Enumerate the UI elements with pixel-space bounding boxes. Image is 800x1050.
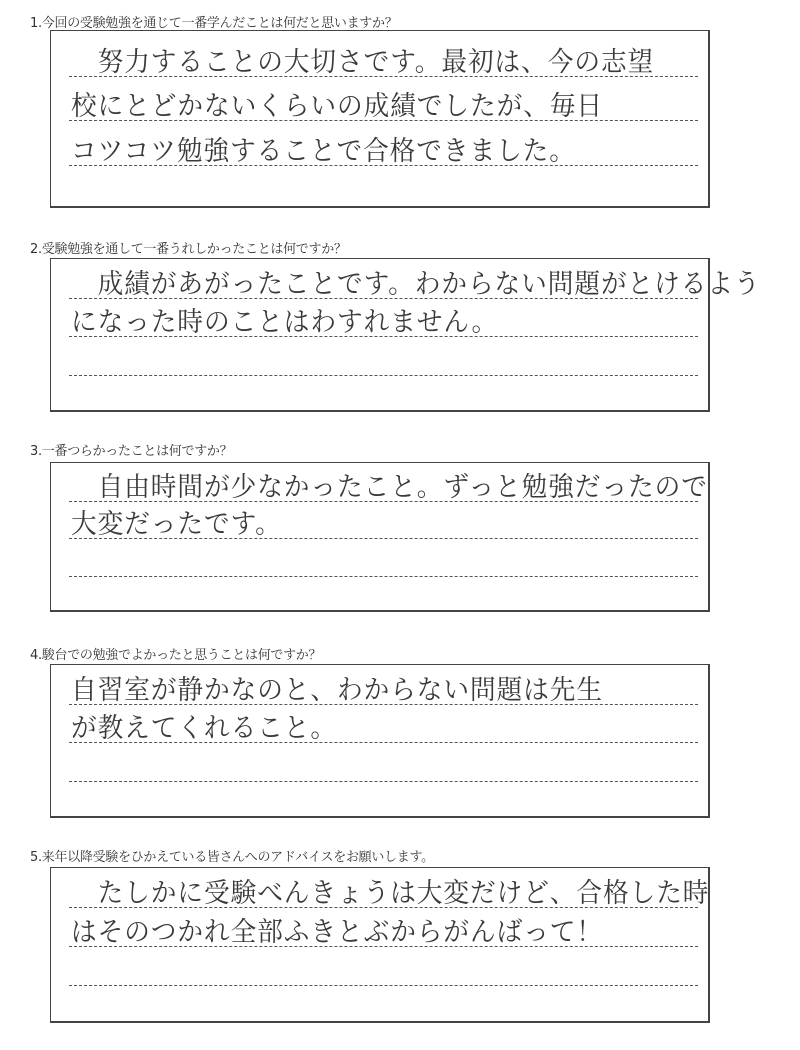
handwritten-answer-line: コツコツ勉強することで合格できました。 — [71, 136, 576, 167]
answer-box-2 — [50, 258, 761, 412]
handwritten-answer-line: たしかに受験べんきょうは大変だけど、合格した時 — [71, 878, 710, 909]
answer-guide-line — [69, 375, 698, 376]
answer-box-3 — [50, 462, 710, 612]
handwritten-answer-line: 大変だったです。 — [71, 509, 282, 540]
question-4-label: 4.駿台での勉強でよかったと思うことは何ですか？ — [30, 648, 322, 663]
answer-guide-line — [69, 576, 698, 577]
handwritten-answer-line: 努力することの大切さです。最初は、今の志望 — [71, 47, 655, 78]
question-2-label: 2.受験勉強を通して一番うれしかったことは何ですか？ — [30, 242, 347, 257]
handwritten-answer-line: 自由時間が少なかったこと。ずっと勉強だったので — [71, 472, 708, 503]
answer-box-1 — [50, 30, 710, 208]
answer-guide-line — [69, 781, 698, 782]
handwritten-answer-line: 成績があがったことです。わからない問題がとけるよう — [71, 269, 761, 300]
answer-guide-line — [69, 985, 698, 986]
question-5-label: 5.来年以降受験をひかえている皆さんへのアドバイスをお願いします。 — [30, 850, 434, 865]
answer-box-5 — [50, 867, 710, 1023]
handwritten-answer-line: が教えてくれること。 — [71, 713, 337, 744]
handwritten-answer-line: 自習室が静かなのと、わからない問題は先生 — [71, 675, 603, 706]
answer-box-4 — [50, 664, 710, 818]
handwritten-answer-line: はそのつかれ全部ふきとぶからがんばって！ — [71, 917, 603, 948]
handwritten-answer-line: になった時のことはわすれません。 — [71, 307, 499, 338]
question-3-label: 3.一番つらかったことは何ですか？ — [30, 444, 233, 459]
question-1-label: 1.今回の受験勉強を通じて一番学んだことは何だと思いますか？ — [30, 16, 398, 31]
handwritten-answer-line: 校にとどかないくらいの成績でしたが、毎日 — [71, 91, 603, 122]
